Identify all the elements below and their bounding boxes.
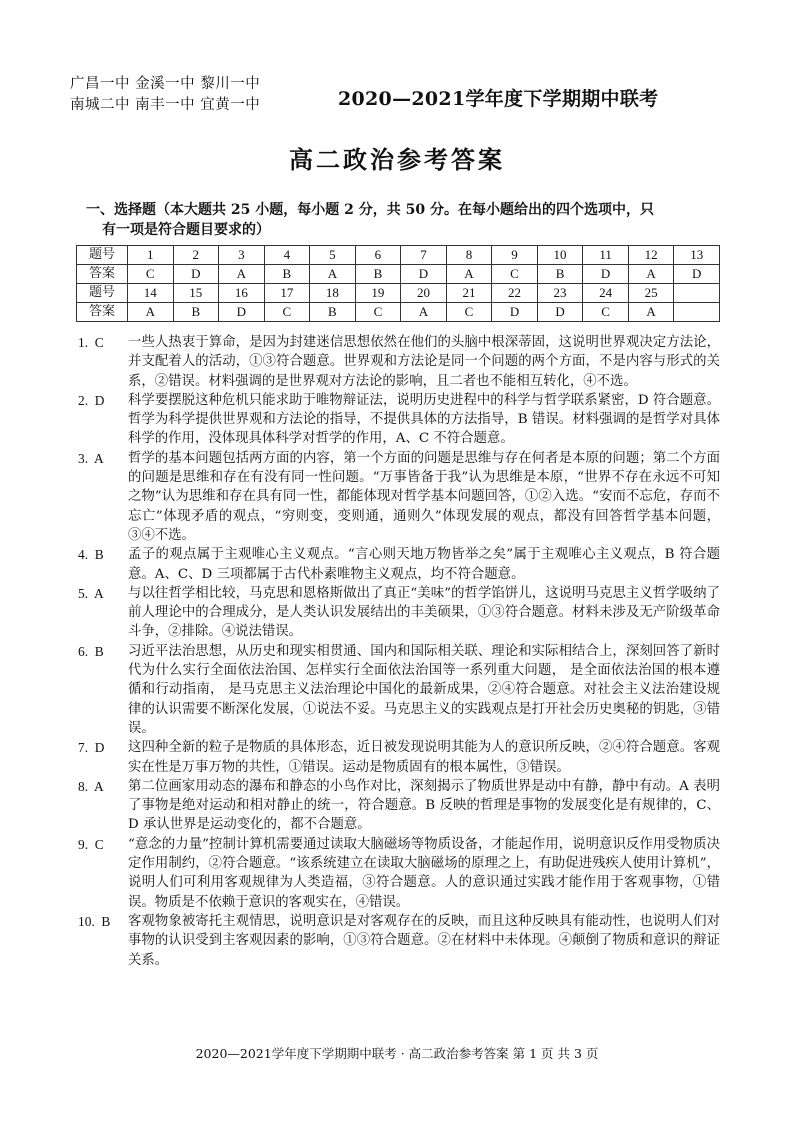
school-row-2: 南城二中 南丰一中 宜黄一中 bbox=[70, 97, 261, 113]
explanation-number: 3. A bbox=[78, 450, 104, 466]
row-label: 题号 bbox=[77, 246, 128, 265]
table-cell: B bbox=[355, 265, 401, 284]
question-number-row bbox=[77, 246, 720, 265]
table-cell: 21 bbox=[446, 284, 492, 303]
explanation-text: 科学要摆脱这种危机只能求助于唯物辩证法，说明历史进程中的科学与哲学联系紧密，D 符合题意。哲学为科学提供世界观和方法论的指导，不提供具体的方法指导，B 错误。材料强调的是哲学对具体科学的作用，没体现具体科学对哲学的作用，A、C 不符合题意。 bbox=[128, 392, 720, 447]
table-cell: C bbox=[583, 303, 629, 322]
explanation-text: 与以往哲学相比较，马克思和恩格斯做出了真正“美味”的哲学馅饼儿，这说明马克思主义哲学吸纳了前人理论中的合理成分，是人类认识发展结出的丰美硕果，①③符合题意。材料未涉及无产阶级革命斗争，②排除。④说法错误。 bbox=[128, 585, 720, 640]
table-cell: 7 bbox=[401, 246, 447, 265]
explanation-number: 4. B bbox=[78, 547, 104, 563]
explanation-number: 10. B bbox=[78, 913, 111, 929]
table-cell bbox=[674, 303, 720, 322]
table-cell: 2 bbox=[173, 246, 219, 265]
table-cell: 14 bbox=[128, 284, 174, 303]
table-cell: D bbox=[219, 303, 265, 322]
table-cell: 3 bbox=[219, 246, 265, 265]
explanation-item bbox=[78, 545, 720, 584]
explanation-text: 这四种全新的粒子是物质的具体形态，近日被发现说明其能为人的意识所反映，②④符合题意。客观实在性是万事万物的共性，①错误。运动是物质固有的根本属性，③错误。 bbox=[128, 740, 720, 775]
explanation-item bbox=[78, 738, 720, 777]
school-row-1: 广昌一中 金溪一中 黎川一中 bbox=[70, 76, 261, 92]
explanation-number: 8. A bbox=[78, 778, 104, 794]
explanation-item bbox=[78, 391, 720, 449]
table-cell: 10 bbox=[537, 246, 583, 265]
explanation-text: 一些人热衷于算命，是因为封建迷信思想依然在他们的头脑中根深蒂固，这说明世界观决定方法论，并支配着人的活动，①③符合题意。世界观和方法论是同一个问题的两个方面，不是内容与形式的关系，②错误。材料强调的是世界观对方法论的影响，且二者也不能相互转化，④不选。 bbox=[128, 335, 720, 389]
row-label: 题号 bbox=[77, 284, 128, 303]
answer-row bbox=[77, 265, 720, 284]
table-cell: D bbox=[173, 265, 219, 284]
table-cell: B bbox=[173, 303, 219, 322]
table-cell: 17 bbox=[264, 284, 310, 303]
document-header bbox=[70, 74, 750, 126]
table-cell: 9 bbox=[492, 246, 538, 265]
explanation-number: 2. D bbox=[78, 392, 105, 408]
table-cell: 1 bbox=[128, 246, 174, 265]
table-cell: A bbox=[401, 303, 447, 322]
table-cell: C bbox=[264, 303, 310, 322]
table-cell: C bbox=[355, 303, 401, 322]
table-cell: C bbox=[128, 265, 174, 284]
table-cell: 12 bbox=[628, 246, 674, 265]
table-cell: C bbox=[446, 303, 492, 322]
table-cell: D bbox=[583, 265, 629, 284]
answer-row bbox=[77, 303, 720, 322]
table-cell: B bbox=[264, 265, 310, 284]
row-label: 答案 bbox=[77, 303, 128, 322]
table-cell bbox=[674, 284, 720, 303]
explanation-number: 1. C bbox=[78, 335, 104, 350]
table-cell: 24 bbox=[583, 284, 629, 303]
explanation-item bbox=[78, 333, 720, 391]
explanation-text: “意念的力量”控制计算机需要通过读取大脑磁场等物质设备，才能起作用，说明意识反作用受物质决定作用制约，②符合题意。“该系统建立在读取大脑磁场的原理之上，有助促进残疾人使用计算机”，说明人们可利用客观规律为人类造福，③符合题意。人的意识通过实践才能作用于客观事物，①错误。物质是不依赖于意识的客观实在，④错误。 bbox=[128, 836, 720, 910]
table-cell: 19 bbox=[355, 284, 401, 303]
explanation-number: 7. D bbox=[78, 740, 105, 756]
table-cell: A bbox=[310, 265, 356, 284]
explanation-text: 哲学的基本问题包括两方面的内容，第一个方面的问题是思维与存在何者是本原的问题；第二个方面的问题是思维和存在有没有同一性问题。“万事皆备于我”认为思维是本原，“世界不存在永远不可知之物”认为思维和存在具有同一性，都能体现对哲学基本问题回答，①②入选。“安而不忘危，存而不忘亡”体现矛盾的观点，“穷则变，变则通，通则久”体现发展的观点，都没有回答哲学基本问题，③④不选。 bbox=[128, 450, 720, 543]
section-heading bbox=[86, 200, 726, 240]
page-footer: 2020—2021学年度下学期期中联考 · 高二政治参考答案 第 1 页 共 3 页 bbox=[195, 1046, 599, 1061]
table-cell: 13 bbox=[674, 246, 720, 265]
table-cell: D bbox=[401, 265, 447, 284]
explanation-text: 孟子的观点属于主观唯心主义观点。“言心则天地万物皆举之矣”属于主观唯心主义观点，B 符合题意。A、C、D 三项都属于古代朴素唯物主义观点，均不符合题意。 bbox=[128, 547, 720, 582]
table-cell: 18 bbox=[310, 284, 356, 303]
explanation-text: 客观物象被寄托主观情思，说明意识是对客观存在的反映，而且这种反映具有能动性，也说明人们对事物的认识受到主客观因素的影响，①③符合题意。②在材料中未体现。④颠倒了物质和意识的辩证关系。 bbox=[128, 913, 720, 968]
exam-title: 2020—2021学年度下学期期中联考 bbox=[338, 88, 659, 110]
table-cell: 15 bbox=[173, 284, 219, 303]
table-cell: D bbox=[674, 265, 720, 284]
explanation-item bbox=[78, 642, 720, 738]
explanation-item bbox=[78, 449, 720, 545]
table-cell: B bbox=[310, 303, 356, 322]
subject-title: 高二政治参考答案 bbox=[289, 145, 505, 174]
explanation-item bbox=[78, 835, 720, 912]
school-list bbox=[70, 74, 260, 116]
table-cell: 4 bbox=[264, 246, 310, 265]
table-cell: A bbox=[446, 265, 492, 284]
explanation-text: 习近平法治思想，从历史和现实相贯通、国内和国际相关联、理论和实际相结合上，深刻回答了新时代为什么实行全面依法治国、怎样实行全面依法治国等一系列重大问题， 是全面依法治国的根本遵循和行动指南， 是马克思主义法治理论中国化的最新成果，②④符合题意。对社会主义法治建设规律的认识需要不断深化发展，①说法不妥。马克思主义的实践观点是打开社会历史奥秘的钥匙，③错误。 bbox=[128, 643, 720, 736]
explanation-item bbox=[78, 777, 720, 835]
table-cell: 11 bbox=[583, 246, 629, 265]
explanation-list bbox=[78, 333, 720, 970]
explanation-number: 6. B bbox=[78, 643, 104, 659]
table-cell: 22 bbox=[492, 284, 538, 303]
table-cell: A bbox=[219, 265, 265, 284]
table-cell: 16 bbox=[219, 284, 265, 303]
table-cell: 8 bbox=[446, 246, 492, 265]
section-heading-line2: 有一项是符合题目要求的） bbox=[102, 222, 270, 238]
table-cell: B bbox=[537, 265, 583, 284]
table-cell: 25 bbox=[628, 284, 674, 303]
table-cell: 23 bbox=[537, 284, 583, 303]
section-heading-line1: 一、选择题（本大题共 25 小题，每小题 2 分，共 50 分。在每小题给出的四个选项中，只 bbox=[86, 202, 654, 218]
table-cell: D bbox=[492, 303, 538, 322]
table-cell: A bbox=[128, 303, 174, 322]
table-cell: A bbox=[628, 303, 674, 322]
row-label: 答案 bbox=[77, 265, 128, 284]
table-cell: D bbox=[537, 303, 583, 322]
question-number-row bbox=[77, 284, 720, 303]
table-cell: C bbox=[492, 265, 538, 284]
explanation-number: 9. C bbox=[78, 836, 104, 852]
table-cell: A bbox=[628, 265, 674, 284]
explanation-number: 5. A bbox=[78, 585, 104, 601]
answer-table bbox=[76, 245, 720, 322]
table-cell: 5 bbox=[310, 246, 356, 265]
explanation-item bbox=[78, 584, 720, 642]
table-cell: 20 bbox=[401, 284, 447, 303]
explanation-item bbox=[78, 912, 720, 970]
table-cell: 6 bbox=[355, 246, 401, 265]
explanation-text: 第二位画家用动态的瀑布和静态的小鸟作对比，深刻揭示了物质世界是动中有静，静中有动。A 表明了事物是绝对运动和相对静止的统一，符合题意。B 反映的哲理是事物的发展变化是有规律的，C、D 承认世界是运动变化的，都不合题意。 bbox=[128, 778, 720, 833]
